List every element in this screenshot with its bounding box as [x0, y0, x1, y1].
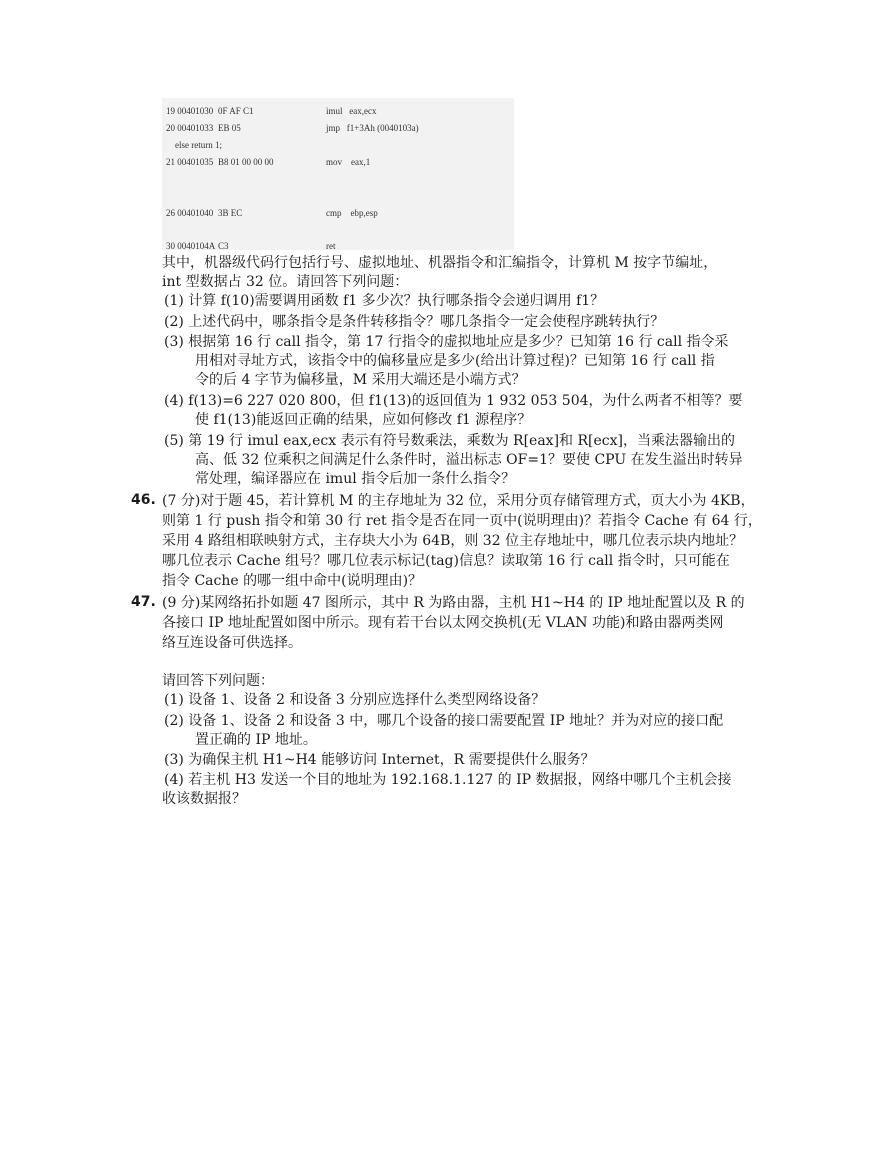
q47-sub-1: (1) 设备 1、设备 2 和设备 3 分别应选择什么类型网络设备？: [164, 692, 546, 708]
q47-line: 络互连设备可供选择。: [162, 635, 302, 651]
assembly-code-image: 19 00401030 0F AF C1 imul eax,ecx 20 00401033 EB 05 jmp f1+3Ah (0040103a) else return 1; 21 00401035 B8 01 00 00 00 mov eax,1 26 00401040 3B EC cmp ebp,esp 30 0040104A C3 ret: [162, 98, 514, 250]
q47-sub-4: (4) 若主机 H3 发送一个目的地址为 192.168.1.127 的 IP 数据报，网络中哪几个主机会接: [164, 772, 732, 788]
q45-sub-3-cont: 用相对寻址方式，该指令中的偏移量应是多少(给出计算过程)？已知第 16 行 call 指: [195, 353, 715, 369]
q45-sub-4: (4) f(13)=6 227 020 800，但 f1(13)的返回值为 1 932 053 504，为什么两者不相等？要: [164, 393, 743, 409]
q45-sub-5-cont: 高、低 32 位乘积之间满足什么条件时，溢出标志 OF=1？要使 CPU 在发生溢出时转异: [195, 452, 743, 468]
q47-sub-2: (2) 设备 1、设备 2 和设备 3 中，哪几个设备的接口需要配置 IP 地址？并为对应的接口配: [164, 713, 724, 729]
q45-sub-5-cont: 常处理，编译器应在 imul 指令后加一条什么指令？: [195, 471, 516, 487]
q46-line: 指令 Cache 的哪一组中命中(说明理由)？: [162, 573, 423, 589]
q47-prompt: 请回答下列问题：: [162, 673, 274, 689]
question-number-47: 47.: [131, 594, 156, 610]
q45-sub-5: (5) 第 19 行 imul eax,ecx 表示有符号数乘法，乘数为 R[eax]和 R[ecx]，当乘法器输出的: [164, 433, 735, 449]
q46-line: 则第 1 行 push 指令和第 30 行 ret 指令是否在同一页中(说明理由)？若指令 Cache 有 64 行，: [162, 513, 762, 529]
q47-line: (9 分)某网络拓扑如题 47 图所示，其中 R 为路由器，主机 H1~H4 的 IP 地址配置以及 R 的: [162, 595, 745, 611]
q45-sub-4-cont: 使 f1(13)能返回正确的结果，应如何修改 f1 源程序？: [195, 412, 532, 428]
q45-sub-3: (3) 根据第 16 行 call 指令，第 17 行指令的虚拟地址应是多少？已知第 16 行 call 指令采: [164, 334, 729, 350]
intro-line: 其中，机器级代码行包括行号、虚拟地址、机器指令和汇编指令，计算机 M 按字节编址，: [162, 255, 718, 271]
q46-line: (7 分)对于题 45，若计算机 M 的主存地址为 32 位，采用分页存储管理方式，页大小为 4KB，: [162, 493, 755, 509]
q46-line: 采用 4 路组相联映射方式，主存块大小为 64B，则 32 位主存地址中，哪几位表示块内地址？: [162, 533, 744, 549]
q45-sub-3-cont: 令的后 4 字节为偏移量，M 采用大端还是小端方式？: [195, 372, 526, 388]
q47-sub-3: (3) 为确保主机 H1~H4 能够访问 Internet，R 需要提供什么服务？: [164, 752, 595, 768]
intro-line: int 型数据占 32 位。请回答下列问题：: [162, 274, 409, 290]
q45-sub-2: (2) 上述代码中，哪条指令是条件转移指令？哪几条指令一定会使程序跳转执行？: [164, 314, 665, 330]
q47-sub-4-cont: 收该数据报？: [162, 791, 246, 807]
question-number-46: 46.: [131, 492, 156, 508]
q45-sub-1: (1) 计算 f(10)需要调用函数 f1 多少次？执行哪条指令会递归调用 f1？: [164, 293, 605, 309]
q47-line: 各接口 IP 地址配置如图中所示。现有若干台以太网交换机(无 VLAN 功能)和路由器两类网: [162, 615, 724, 631]
q47-sub-2-cont: 置正确的 IP 地址。: [195, 732, 317, 748]
q46-line: 哪几位表示 Cache 组号？哪几位表示标记(tag)信息？读取第 16 行 call 指令时，只可能在: [162, 553, 730, 569]
